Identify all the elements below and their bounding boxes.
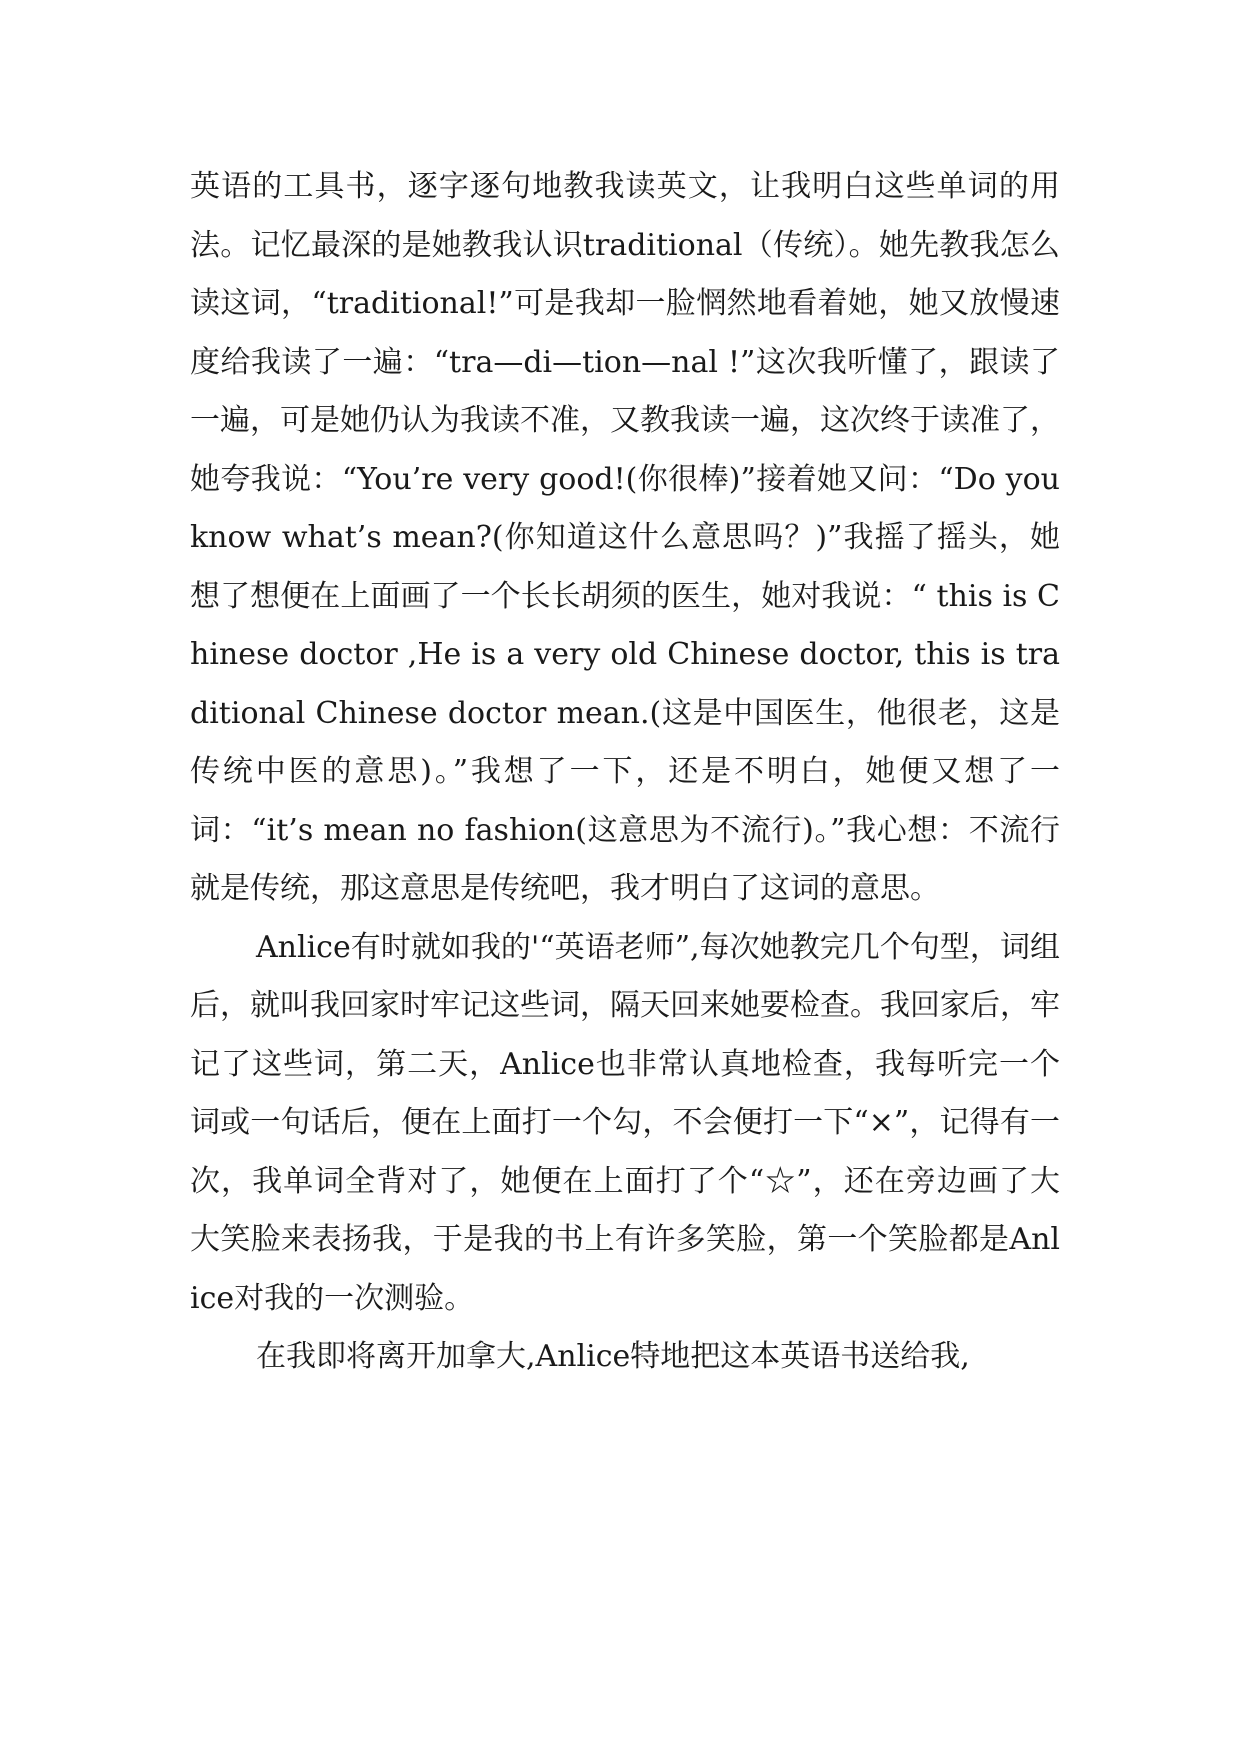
paragraph-3: 在我即将离开加拿大,Anlice特地把这本英语书送给我,: [256, 1339, 970, 1374]
document-body: [190, 158, 1060, 1387]
paragraph-1: 英语的工具书，逐字逐句地教我读英文，让我明白这些单词的用法。记忆最深的是她教我认识traditional（传统）。她先教我怎么读这词，“traditional!”可是我却一脸惘然地看着她，她又放慢速度给我读了一遍：“tra—di—tion—nal !”这次我听懂了，跟读了一遍，可是她仍认为我读不准，又教我读一遍，这次终于读准了，她夸我说：“You’re very good!(你很棒)”接着她又问：“Do you know what’s mean?(你知道这什么意思吗？)”我摇了摇头，她想了想便在上面画了一个长长胡须的医生，她对我说：“ this is Chinese doctor ,He is a very old Chinese doctor, this is traditional Chinese doctor mean.(这是中国医生，他很老，这是传统中医的意思)。”我想了一下，还是不明白，她便又想了一词：“it’s mean no fashion(这意思为不流行)。”我心想：不流行就是传统，那这意思是传统吧，我才明白了这词的意思。: [190, 169, 1060, 906]
paragraph-2: Anlice有时就如我的'“英语老师”,每次她教完几个句型，词组后，就叫我回家时牢记这些词，隔天回来她要检查。我回家后，牢记了这些词，第二天，Anlice也非常认真地检查，我每听完一个词或一句话后，便在上面打一个勾，不会便打一下“×”，记得有一次，我单词全背对了，她便在上面打了个“☆”，还在旁边画了大大笑脸来表扬我，于是我的书上有许多笑脸，第一个笑脸都是Anlice对我的一次测验。: [190, 929, 1060, 1316]
